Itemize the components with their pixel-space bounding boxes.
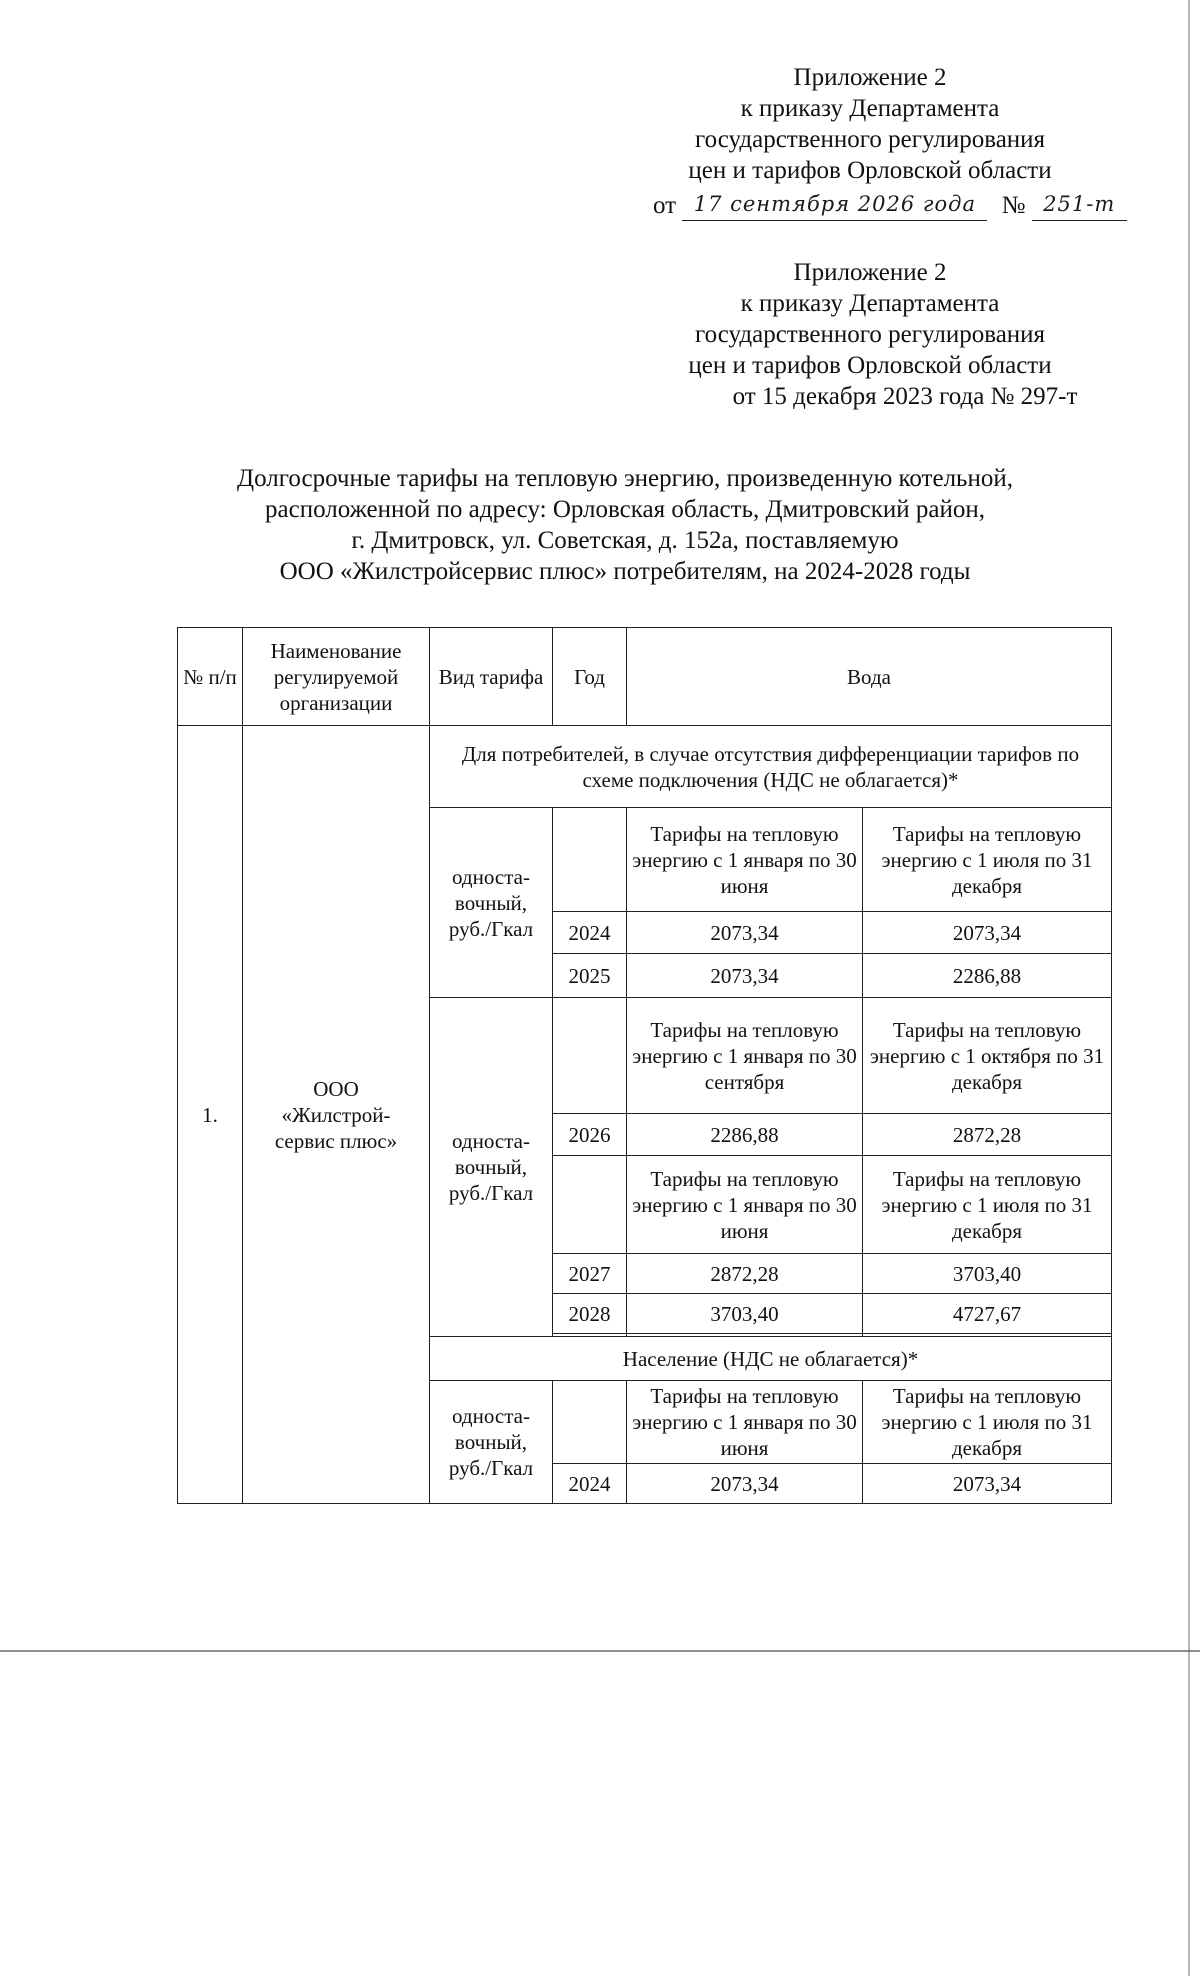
period-oct-dec: Тарифы на тепловую энергию с 1 октября по 31 декабря (863, 998, 1112, 1114)
tariff-type-line: односта- (452, 1404, 530, 1428)
handwritten-number: 251-т (1032, 191, 1127, 221)
empty-year-cell (553, 998, 627, 1114)
tariff-type-line: руб./Гкал (448, 916, 534, 941)
period-second-half: Тарифы на тепловую энергию с 1 июля по 31 декабря (863, 1381, 1112, 1464)
header-org: Наименование регулируемой организации (243, 628, 430, 726)
row-number-cell: 1. (178, 726, 243, 1504)
year-cell: 2027 (553, 1254, 627, 1294)
title-line4: ООО «Жилстройсервис плюс» потребителям, на 2024-2028 годы (279, 558, 971, 585)
header-previous-line3: государственного регулирования (694, 321, 1046, 348)
header-previous-line1: Приложение 2 (793, 259, 947, 286)
value-cell: 2073,34 (863, 912, 1112, 954)
year-cell: 2025 (553, 954, 627, 998)
value-cell: 2073,34 (627, 954, 863, 998)
organization-cell (243, 726, 430, 1504)
tariff-type-line: односта- (452, 864, 530, 889)
tariff-type-line: вочный, (454, 890, 528, 915)
value-cell: 2073,34 (627, 1464, 863, 1504)
tariff-type-line: руб./Гкал (448, 1181, 534, 1205)
scan-edge-artifact (1188, 0, 1190, 1976)
header-type: Вид тарифа (430, 628, 553, 726)
value-cell: 3703,40 (627, 1294, 863, 1334)
scan-line-artifact (0, 1650, 1200, 1652)
period-first-half: Тарифы на тепловую энергию с 1 января по 30 июня (627, 1381, 863, 1464)
header-current-line4: цен и тарифов Орловской области (688, 157, 1052, 184)
empty-year-cell (553, 1381, 627, 1464)
org-line: ООО (313, 1076, 359, 1101)
org-line: «Жилстрой- (281, 1102, 391, 1127)
period-jan-sep: Тарифы на тепловую энергию с 1 января по 30 сентября (627, 998, 863, 1114)
title-line1: Долгосрочные тарифы на тепловую энергию, произведенную котельной, (237, 465, 1013, 492)
header-num: № п/п (178, 628, 243, 726)
title-line2: расположенной по адресу: Орловская область, Дмитровский район, (265, 496, 985, 523)
title-line3: г. Дмитровск, ул. Советская, д. 152а, поставляемую (351, 527, 899, 554)
header-previous-line5: от 15 декабря 2023 года № 297-т (732, 383, 1078, 410)
value-cell: 2073,34 (863, 1464, 1112, 1504)
section-population: Население (НДС не облагается)* (430, 1337, 1112, 1381)
year-cell: 2024 (553, 1464, 627, 1504)
header-current-line2: к приказу Департамента (740, 95, 1000, 122)
section-consumers: Для потребителей, в случае отсутствия дифференциации тарифов по схеме подключения (НДС не облагается)* (430, 726, 1112, 808)
document-title (175, 463, 1075, 587)
value-cell: 2073,34 (627, 912, 863, 954)
value-cell: 2286,88 (863, 954, 1112, 998)
tariff-type-line: односта- (452, 1129, 530, 1153)
value-cell: 3703,40 (863, 1254, 1112, 1294)
table-header-row (178, 628, 1112, 726)
header-current-line3: государственного регулирования (694, 126, 1046, 153)
header-water: Вода (627, 628, 1112, 726)
period-second-half: Тарифы на тепловую энергию с 1 июля по 31 декабря (863, 808, 1112, 912)
header-current (620, 62, 1120, 186)
year-cell: 2024 (553, 912, 627, 954)
number-label: № (1001, 192, 1026, 219)
header-previous-line4: цен и тарифов Орловской области (688, 352, 1052, 379)
tariff-type-cell (430, 998, 553, 1337)
tariff-table (177, 627, 1112, 1504)
section-row (178, 726, 1112, 808)
value-cell: 2872,28 (863, 1114, 1112, 1156)
tariff-type-cell (430, 808, 553, 998)
org-line: сервис плюс» (274, 1128, 398, 1153)
period-first-half: Тарифы на тепловую энергию с 1 января по 30 июня (627, 808, 863, 912)
empty-year-cell (553, 1156, 627, 1254)
year-cell: 2028 (553, 1294, 627, 1334)
period-first-half: Тарифы на тепловую энергию с 1 января по 30 июня (627, 1156, 863, 1254)
order-date-line (653, 190, 1127, 221)
header-current-line1: Приложение 2 (793, 64, 947, 91)
tariff-type-cell (430, 1381, 553, 1504)
value-cell: 2286,88 (627, 1114, 863, 1156)
header-previous (620, 257, 1120, 412)
period-second-half: Тарифы на тепловую энергию с 1 июля по 31 декабря (863, 1156, 1112, 1254)
value-cell: 2872,28 (627, 1254, 863, 1294)
tariff-type-line: вочный, (454, 1155, 528, 1179)
tariff-type-line: руб./Гкал (448, 1456, 534, 1480)
handwritten-date: 17 сентября 2026 года (682, 191, 987, 221)
tariff-type-line: вочный, (454, 1430, 528, 1454)
year-cell: 2026 (553, 1114, 627, 1156)
empty-year-cell (553, 808, 627, 912)
header-year: Год (553, 628, 627, 726)
value-cell: 4727,67 (863, 1294, 1112, 1334)
from-label: от (653, 192, 677, 219)
header-previous-line2: к приказу Департамента (740, 290, 1000, 317)
